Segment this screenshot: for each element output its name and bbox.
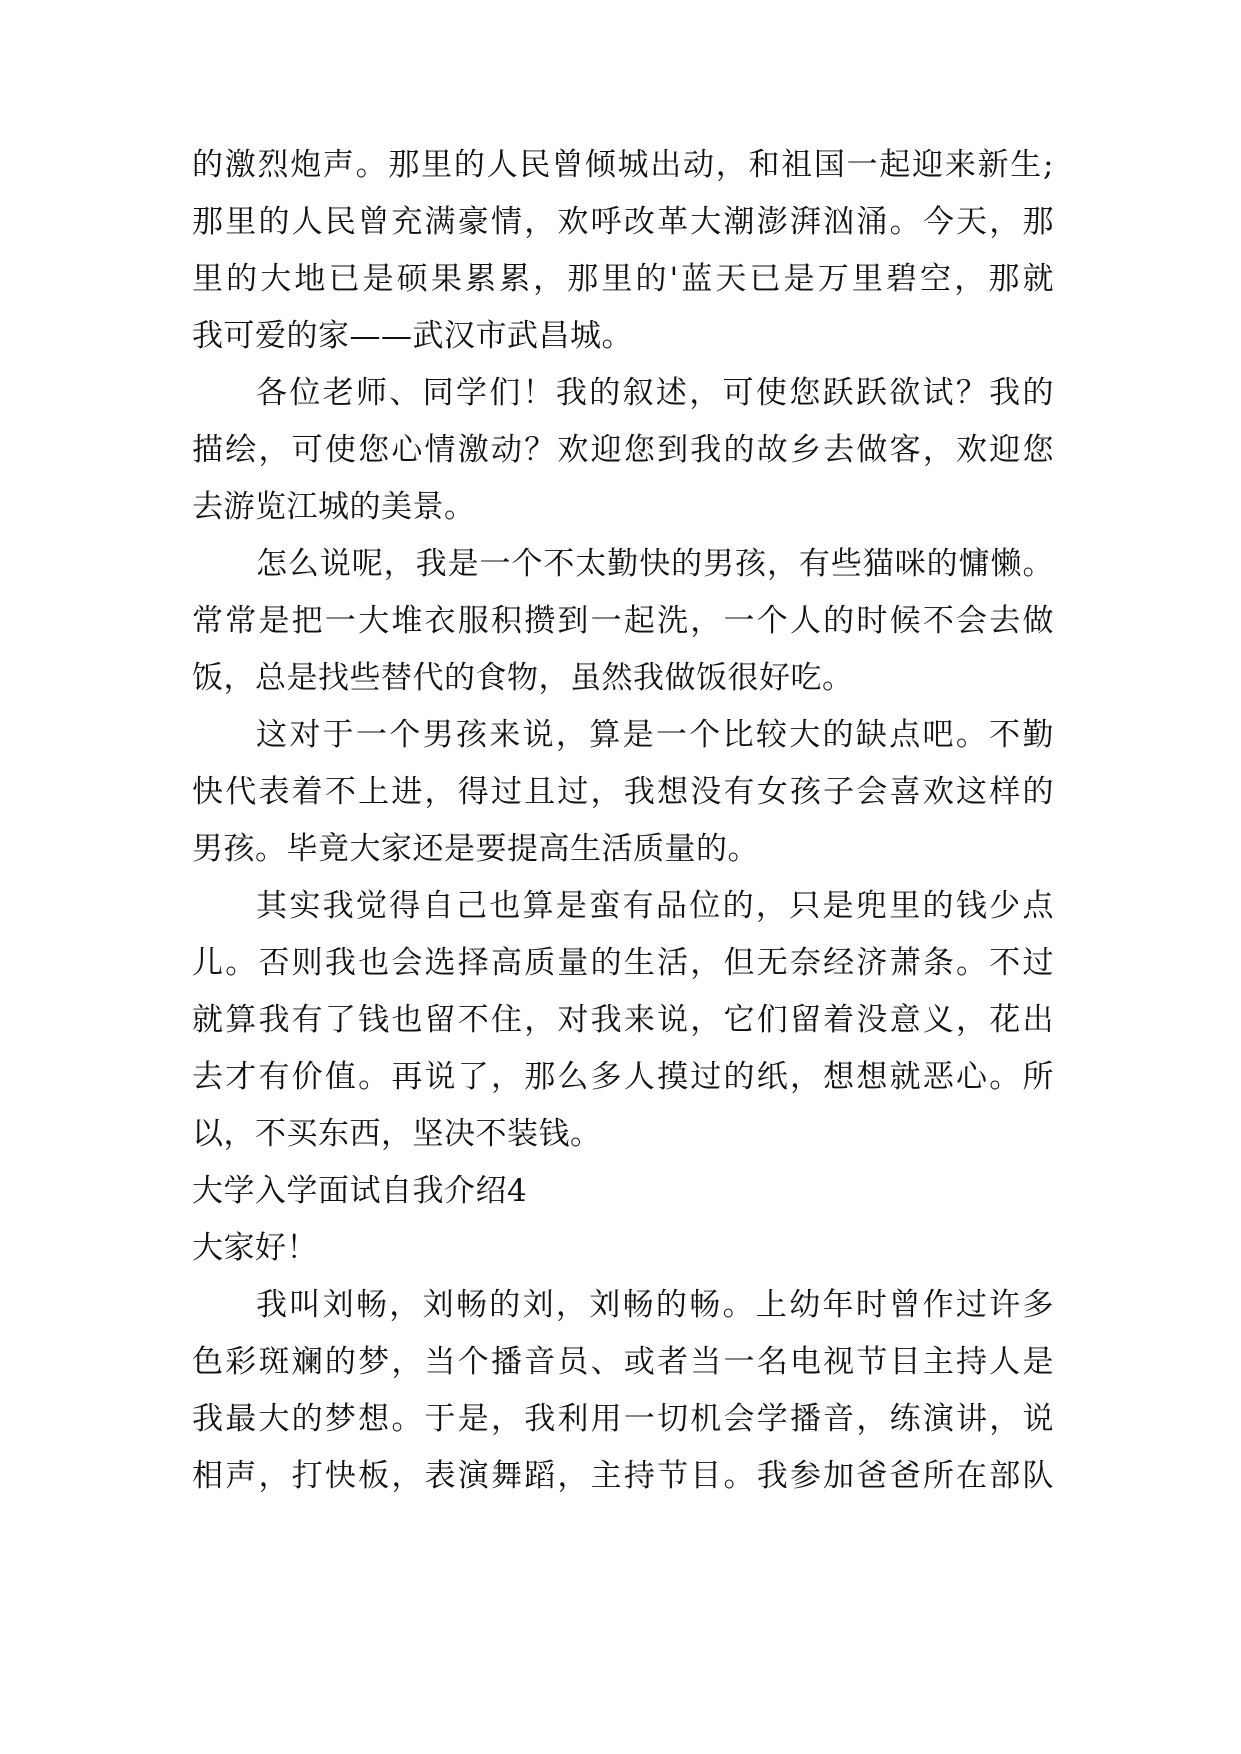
paragraph-first-line: 我叫刘畅，刘畅的刘，刘畅的畅。上幼年时曾作过许多 bbox=[256, 1287, 1054, 1323]
text-line: 去才有价值。再说了，那么多人摸过的纸，想想就恶心。所 bbox=[192, 1059, 1054, 1095]
paragraph-first-line: 其实我觉得自己也算是蛮有品位的，只是兜里的钱少点 bbox=[256, 888, 1054, 924]
text-line: 以，不买东西，坚决不装钱。 bbox=[192, 1116, 602, 1152]
paragraph-first-line: 这对于一个男孩来说，算是一个比较大的缺点吧。不勤 bbox=[256, 717, 1054, 753]
text-line: 就算我有了钱也留不住，对我来说，它们留着没意义，花出 bbox=[192, 1002, 1054, 1038]
text-line: 饭，总是找些替代的食物，虽然我做饭很好吃。 bbox=[192, 660, 854, 696]
text-line: 相声，打快板，表演舞蹈，主持节目。我参加爸爸所在部队 bbox=[192, 1458, 1054, 1494]
text-line: 我最大的梦想。于是，我利用一切机会学播音，练演讲，说 bbox=[192, 1401, 1054, 1437]
text-line: 里的大地已是硕果累累，那里的'蓝天已是万里碧空，那就 bbox=[192, 261, 1054, 297]
paragraph-first-line: 怎么说呢，我是一个不太勤快的男孩，有些猫咪的慵懒。 bbox=[256, 546, 1054, 582]
text-line: 描绘，可使您心情激动？欢迎您到我的故乡去做客，欢迎您 bbox=[192, 432, 1054, 468]
text-line: 的激烈炮声。那里的人民曾倾城出动，和祖国一起迎来新生; bbox=[192, 147, 1054, 183]
text-line: 我可爱的家——武汉市武昌城。 bbox=[192, 318, 633, 354]
text-line: 儿。否则我也会选择高质量的生活，但无奈经济萧条。不过 bbox=[192, 945, 1054, 981]
paragraph-first-line: 各位老师、同学们！我的叙述，可使您跃跃欲试？我的 bbox=[256, 375, 1054, 411]
text-line: 快代表着不上进，得过且过，我想没有女孩子会喜欢这样的 bbox=[192, 774, 1054, 810]
text-line: 色彩斑斓的梦，当个播音员、或者当一名电视节目主持人是 bbox=[192, 1344, 1054, 1380]
text-line: 男孩。毕竟大家还是要提高生活质量的。 bbox=[192, 831, 759, 867]
text-line: 常常是把一大堆衣服积攒到一起洗，一个人的时候不会去做 bbox=[192, 603, 1054, 639]
text-line: 那里的人民曾充满豪情，欢呼改革大潮澎湃汹涌。今天，那 bbox=[192, 204, 1054, 240]
greeting-line: 大家好！ bbox=[192, 1230, 318, 1266]
section-heading: 大学入学面试自我介绍4 bbox=[192, 1173, 528, 1209]
text-line: 去游览江城的美景。 bbox=[192, 489, 476, 525]
